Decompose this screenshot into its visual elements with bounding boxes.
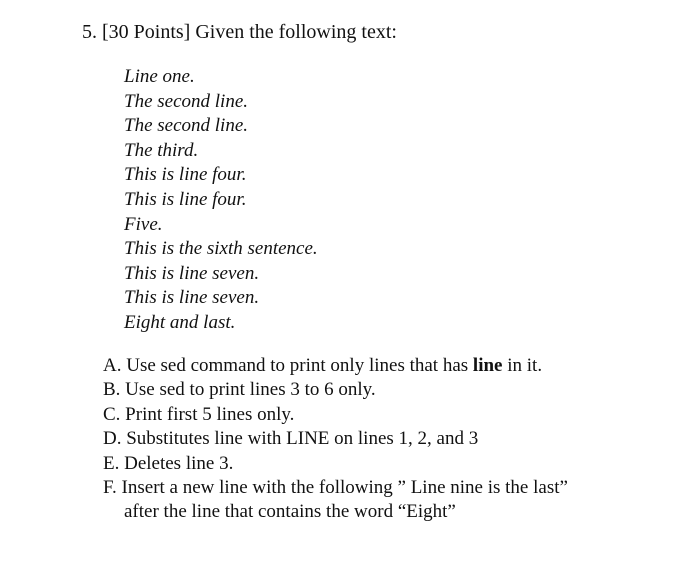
sample-text-block <box>124 65 318 336</box>
sample-line-6: This is line four. <box>124 188 247 210</box>
task-c: C. Print first 5 lines only. <box>103 403 295 425</box>
task-a-bold-keyword: line <box>472 355 503 376</box>
sample-line-10: This is line seven. <box>124 287 260 309</box>
task-d: D. Substitutes line with LINE on lines 1, 2, and 3 <box>103 428 479 450</box>
task-e: E. Deletes line 3. <box>103 452 234 474</box>
task-f-line-1: F. Insert a new line with the following ” Line nine is the last” <box>103 477 568 499</box>
task-a-text-before: A. Use sed command to print only lines that has <box>103 355 473 376</box>
task-list <box>103 354 568 525</box>
task-a <box>103 354 568 378</box>
sample-line-4: The third. <box>124 139 199 161</box>
task-f-line-2: after the line that contains the word “Eight” <box>124 501 456 523</box>
question-header: 5. [30 Points] Given the following text: <box>82 21 397 43</box>
sample-line-8: This is the sixth sentence. <box>124 238 318 260</box>
sample-line-1: Line one. <box>124 66 195 87</box>
sample-line-5: This is line four. <box>124 164 247 186</box>
task-f <box>103 476 568 525</box>
sample-line-9: This is line seven. <box>124 262 260 284</box>
sample-line-7: Five. <box>124 213 163 235</box>
sample-line-11: Eight and last. <box>124 311 236 333</box>
sample-line-2: The second line. <box>124 90 249 112</box>
sample-line-3: The second line. <box>124 115 249 137</box>
task-b: B. Use sed to print lines 3 to 6 only. <box>103 379 376 401</box>
task-a-text-after: in it. <box>502 355 543 376</box>
